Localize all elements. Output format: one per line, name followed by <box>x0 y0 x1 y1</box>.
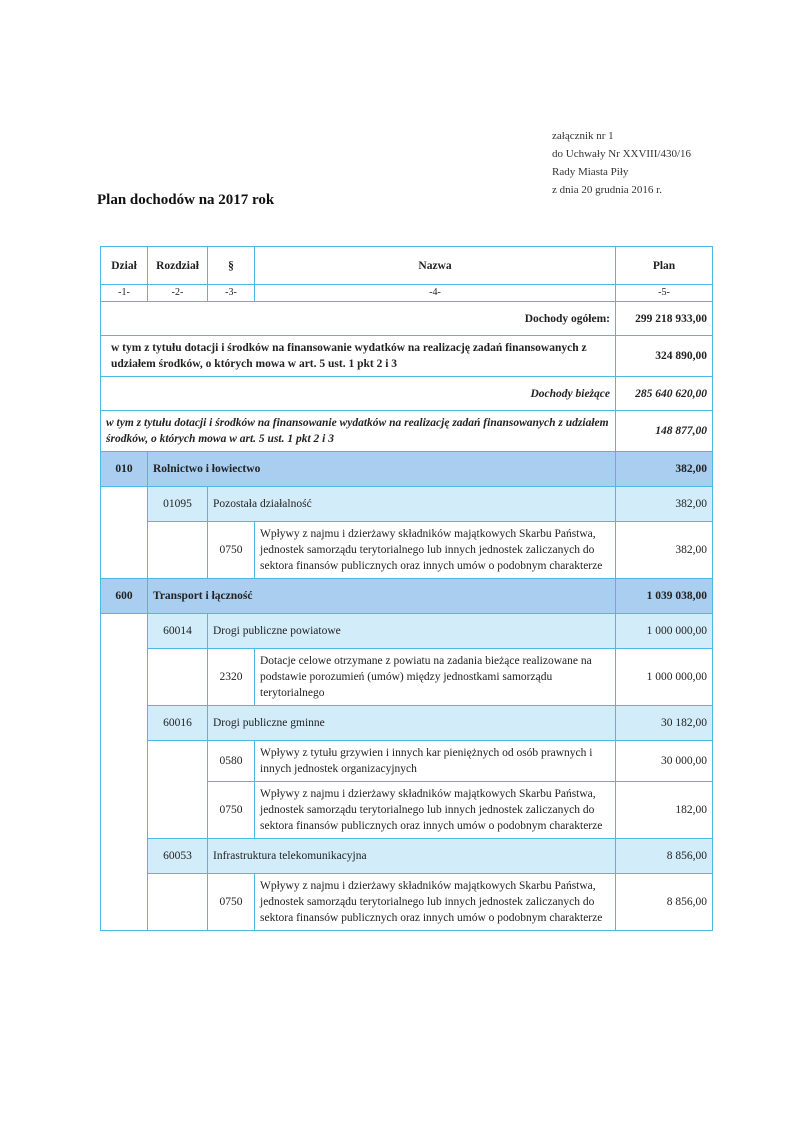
dzial-code: 010 <box>101 452 148 487</box>
dzial-value: 1 039 038,00 <box>616 579 713 614</box>
current-subsidy-value: 148 877,00 <box>616 411 713 452</box>
annex-note <box>552 127 691 199</box>
rozdzial-code: 60014 <box>148 614 208 649</box>
paragraf-row <box>101 649 713 706</box>
rozdzial-value: 8 856,00 <box>616 839 713 874</box>
page-title: Plan dochodów na 2017 rok <box>97 192 275 208</box>
header-plan: Plan <box>616 247 713 285</box>
total-revenue-label: Dochody ogółem: <box>101 302 616 336</box>
dzial-name: Rolnictwo i łowiectwo <box>148 452 616 487</box>
rozdzial-spacer <box>148 874 208 931</box>
rozdzial-row <box>101 614 713 649</box>
rozdzial-row <box>101 839 713 874</box>
paragraf-name: Wpływy z najmu i dzierżawy składników majątkowych Skarbu Państwa, jednostek samorządu terytorialnego lub innych jednostek zaliczanych do sektora finansów publicznych oraz innych umów o podobnym charakterze <box>255 874 616 931</box>
paragraf-code: 0750 <box>208 782 255 839</box>
paragraf-row <box>101 522 713 579</box>
total-subsidy-row <box>101 336 713 377</box>
rozdzial-code: 60016 <box>148 706 208 741</box>
paragraf-name: Wpływy z najmu i dzierżawy składników majątkowych Skarbu Państwa, jednostek samorządu terytorialnego lub innych jednostek zaliczanych do sektora finansów publicznych oraz innych umów o podobnym charakterze <box>255 522 616 579</box>
column-number-row <box>101 285 713 302</box>
paragraf-value: 382,00 <box>616 522 713 579</box>
column-number: -4- <box>255 285 616 302</box>
rozdzial-spacer <box>148 741 208 839</box>
dzial-row <box>101 579 713 614</box>
revenue-plan-table <box>100 246 713 931</box>
paragraf-row <box>101 741 713 782</box>
header-rozdzial: Rozdział <box>148 247 208 285</box>
annex-line: do Uchwały Nr XXVIII/430/16 <box>552 148 691 160</box>
paragraf-value: 8 856,00 <box>616 874 713 931</box>
rozdzial-value: 1 000 000,00 <box>616 614 713 649</box>
column-number: -5- <box>616 285 713 302</box>
dzial-row <box>101 452 713 487</box>
rozdzial-code: 01095 <box>148 487 208 522</box>
annex-line: załącznik nr 1 <box>552 130 614 142</box>
dzial-value: 382,00 <box>616 452 713 487</box>
dzial-spacer <box>101 487 148 579</box>
paragraf-name: Wpływy z najmu i dzierżawy składników majątkowych Skarbu Państwa, jednostek samorządu terytorialnego lub innych jednostek zaliczanych do sektora finansów publicznych oraz innych umów o podobnym charakterze <box>255 782 616 839</box>
paragraf-code: 0580 <box>208 741 255 782</box>
current-revenue-label: Dochody bieżące <box>101 377 616 411</box>
paragraf-name: Wpływy z tytułu grzywien i innych kar pieniężnych od osób prawnych i innych jednostek organizacyjnych <box>255 741 616 782</box>
annex-line: Rady Miasta Piły <box>552 166 629 178</box>
table-header-row <box>101 247 713 285</box>
dzial-name: Transport i łączność <box>148 579 616 614</box>
paragraf-code: 0750 <box>208 522 255 579</box>
total-revenue-value: 299 218 933,00 <box>616 302 713 336</box>
rozdzial-name: Pozostała działalność <box>208 487 616 522</box>
rozdzial-spacer <box>148 522 208 579</box>
paragraf-value: 1 000 000,00 <box>616 649 713 706</box>
paragraf-row <box>101 874 713 931</box>
total-subsidy-label: w tym z tytułu dotacji i środków na finansowanie wydatków na realizację zadań finansowanych z udziałem środków, o których mowa w art. 5 ust. 1 pkt 2 i 3 <box>101 336 616 377</box>
dzial-spacer <box>101 614 148 931</box>
header-dzial: Dział <box>101 247 148 285</box>
rozdzial-row <box>101 706 713 741</box>
current-revenue-row <box>101 377 713 411</box>
paragraf-value: 182,00 <box>616 782 713 839</box>
rozdzial-code: 60053 <box>148 839 208 874</box>
header-paragraf: § <box>208 247 255 285</box>
header-nazwa: Nazwa <box>255 247 616 285</box>
column-number: -1- <box>101 285 148 302</box>
column-number: -2- <box>148 285 208 302</box>
total-subsidy-value: 324 890,00 <box>616 336 713 377</box>
current-subsidy-row <box>101 411 713 452</box>
current-subsidy-label: w tym z tytułu dotacji i środków na finansowanie wydatków na realizację zadań finansowanych z udziałem środków, o których mowa w art. 5 ust. 1 pkt 2 i 3 <box>101 411 616 452</box>
rozdzial-value: 30 182,00 <box>616 706 713 741</box>
paragraf-code: 2320 <box>208 649 255 706</box>
dzial-code: 600 <box>101 579 148 614</box>
rozdzial-row <box>101 487 713 522</box>
rozdzial-name: Drogi publiczne gminne <box>208 706 616 741</box>
paragraf-value: 30 000,00 <box>616 741 713 782</box>
paragraf-code: 0750 <box>208 874 255 931</box>
rozdzial-name: Infrastruktura telekomunikacyjna <box>208 839 616 874</box>
paragraf-name: Dotacje celowe otrzymane z powiatu na zadania bieżące realizowane na podstawie porozumień (umów) między jednostkami samorządu terytorialnego <box>255 649 616 706</box>
column-number: -3- <box>208 285 255 302</box>
annex-line: z dnia 20 grudnia 2016 r. <box>552 184 662 196</box>
rozdzial-name: Drogi publiczne powiatowe <box>208 614 616 649</box>
total-revenue-row <box>101 302 713 336</box>
rozdzial-spacer <box>148 649 208 706</box>
table-body <box>101 247 713 931</box>
current-revenue-value: 285 640 620,00 <box>616 377 713 411</box>
rozdzial-value: 382,00 <box>616 487 713 522</box>
